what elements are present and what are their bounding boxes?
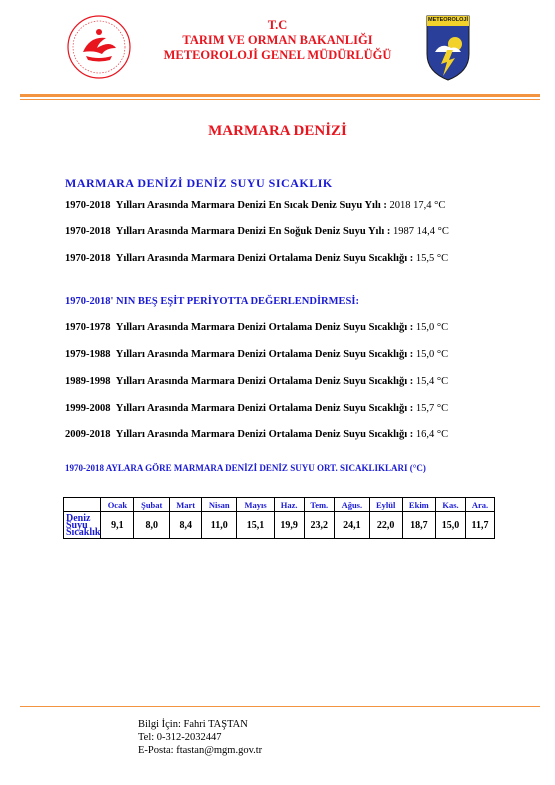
stat-line: 1970-2018 Yılları Arasında Marmara Denizi En Sıcak Deniz Suyu Yılı : 2018 17,4 °C xyxy=(65,200,446,211)
table-cell: 8,4 xyxy=(170,512,202,539)
table-cell: 8,0 xyxy=(134,512,170,539)
period-line: 1970-1978 Yılları Arasında Marmara Denizi Ortalama Deniz Suyu Sıcaklığı : 15,0 °C xyxy=(65,322,449,333)
month-header: Ocak xyxy=(101,498,134,512)
table-cell: 24,1 xyxy=(334,512,369,539)
table-cell: 22,0 xyxy=(369,512,402,539)
monthly-temperature-table xyxy=(63,497,495,539)
table-cell: 11,7 xyxy=(465,512,494,539)
period-line: 2009-2018 Yılları Arasında Marmara Denizi Ortalama Deniz Suyu Sıcaklığı : 16,4 °C xyxy=(65,429,449,440)
table-header-row xyxy=(64,498,495,512)
section2-heading: 1970-2018' NIN BEŞ EŞİT PERİYOTTA DEĞERLENDİRMESİ: xyxy=(65,296,359,307)
month-header: Kas. xyxy=(436,498,466,512)
month-header: Mayıs xyxy=(237,498,274,512)
table-cell: 23,2 xyxy=(304,512,334,539)
month-header: Şubat xyxy=(134,498,170,512)
stat-line: 1970-2018 Yılları Arasında Marmara Denizi Ortalama Deniz Suyu Sıcaklığı : 15,5 °C xyxy=(65,253,449,264)
table-cell: 18,7 xyxy=(402,512,436,539)
month-header: Eylül xyxy=(369,498,402,512)
row-label: Deniz Suyu Sıcaklık xyxy=(64,512,101,539)
contact-name: Bilgi İçin: Fahri TAŞTAN xyxy=(138,719,248,730)
month-header: Ağus. xyxy=(334,498,369,512)
table-row xyxy=(64,512,495,539)
month-header: Haz. xyxy=(274,498,304,512)
header-line-tc: T.C xyxy=(267,18,288,32)
contact-info xyxy=(138,718,262,757)
header-directorate: METEOROLOJİ GENEL MÜDÜRLÜĞÜ xyxy=(163,48,392,62)
stat-line: 1970-2018 Yılları Arasında Marmara Denizi En Soğuk Deniz Suyu Yılı : 1987 14,4 °C xyxy=(65,226,449,237)
section3-heading: 1970-2018 AYLARA GÖRE MARMARA DENİZİ DENİZ SUYU ORT. SICAKLIKLARI (°C) xyxy=(65,463,426,473)
table-cell: 9,1 xyxy=(101,512,134,539)
contact-email: E-Posta: ftastan@mgm.gov.tr xyxy=(138,745,263,756)
section1-heading: MARMARA DENİZİ DENİZ SUYU SICAKLIK xyxy=(65,176,333,190)
period-line: 1999-2008 Yılları Arasında Marmara Denizi Ortalama Deniz Suyu Sıcaklığı : 15,7 °C xyxy=(65,403,449,414)
footer-rule xyxy=(20,706,540,707)
month-header: Tem. xyxy=(304,498,334,512)
header-ministry: TARIM VE ORMAN BAKANLIĞI xyxy=(182,33,373,47)
period-line: 1979-1988 Yılları Arasında Marmara Denizi Ortalama Deniz Suyu Sıcaklığı : 15,0 °C xyxy=(65,349,449,360)
period-line: 1989-1998 Yılları Arasında Marmara Denizi Ortalama Deniz Suyu Sıcaklığı : 15,4 °C xyxy=(65,376,449,387)
month-header: Ekim xyxy=(402,498,436,512)
page-title: MARMARA DENİZİ xyxy=(208,123,347,139)
table-cell: 15,0 xyxy=(436,512,466,539)
contact-phone: Tel: 0-312-2032447 xyxy=(138,732,222,743)
month-header: Mart xyxy=(170,498,202,512)
table-cell: 11,0 xyxy=(202,512,237,539)
header-rule-thin xyxy=(20,99,540,100)
table-cell: 19,9 xyxy=(274,512,304,539)
month-header: Ara. xyxy=(465,498,494,512)
table-cell: 15,1 xyxy=(237,512,274,539)
table-corner-cell xyxy=(64,498,101,512)
header-rule-thick xyxy=(20,94,540,97)
logo-text: METEOROLOJİ xyxy=(427,17,469,23)
month-header: Nisan xyxy=(202,498,237,512)
